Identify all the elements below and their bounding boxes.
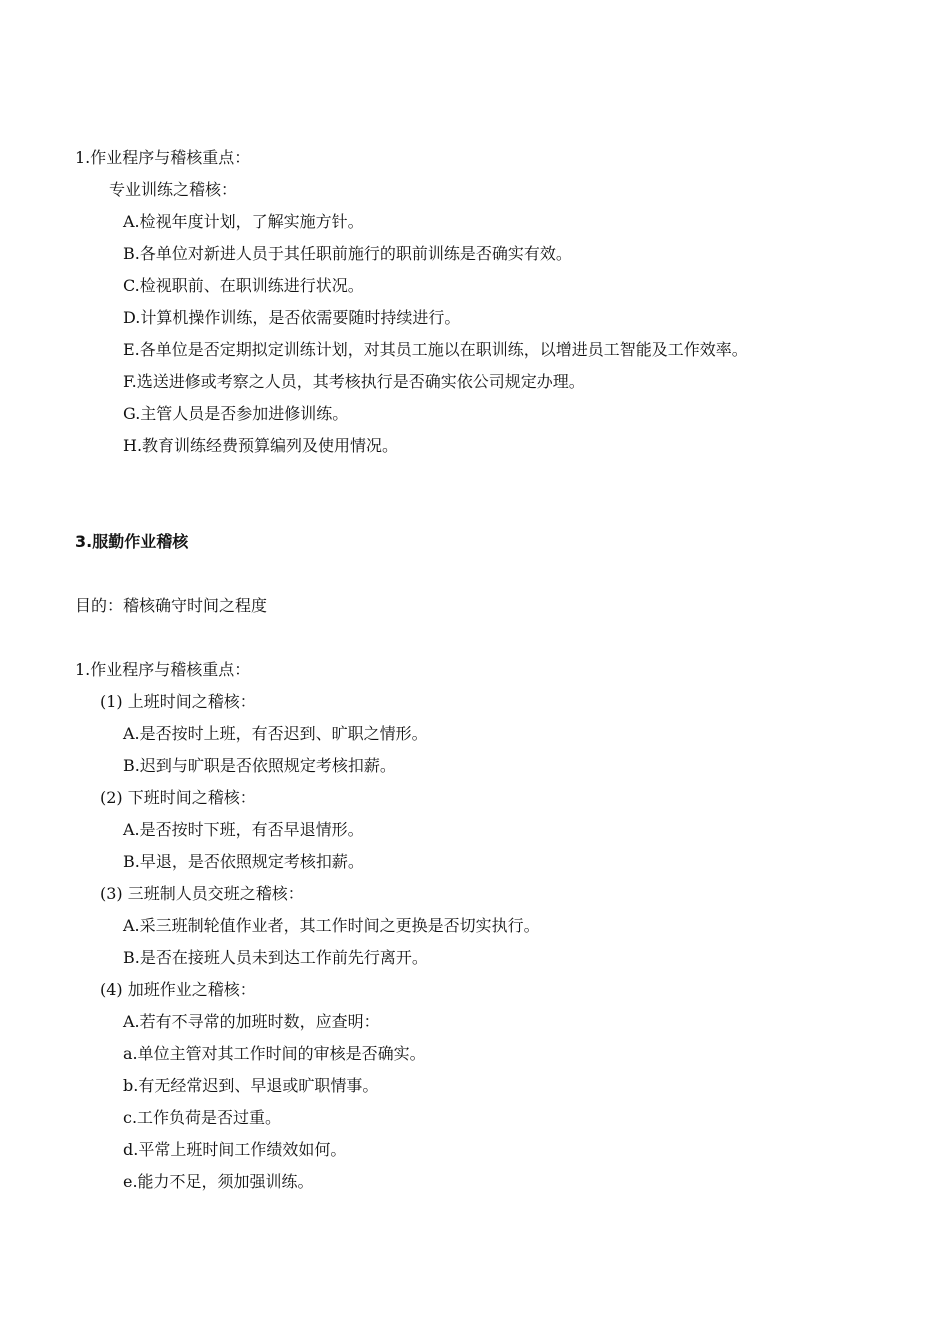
list-item: A.若有不寻常的加班时数，应查明：	[123, 1012, 380, 1031]
list-item: b.有无经常迟到、早退或旷职情事。	[123, 1076, 379, 1095]
group-label: (2) 下班时间之稽核：	[100, 788, 256, 807]
list-item: A.采三班制轮值作业者，其工作时间之更换是否切实执行。	[123, 916, 540, 935]
list-item: G.主管人员是否参加进修训练。	[123, 404, 349, 423]
list-item: a.单位主管对其工作时间的审核是否确实。	[123, 1044, 426, 1063]
list-item: d.平常上班时间工作绩效如何。	[123, 1140, 347, 1159]
list-item: e.能力不足，须加强训练。	[123, 1172, 314, 1191]
list-item: c.工作负荷是否过重。	[123, 1108, 282, 1127]
section3-purpose: 目的：稽核确守时间之程度	[75, 596, 268, 615]
section3-heading: 3.服勤作业稽核	[75, 532, 189, 551]
list-item: B.是否在接班人员未到达工作前先行离开。	[123, 948, 428, 967]
group-label: (3) 三班制人员交班之稽核：	[100, 884, 304, 903]
list-item: C.检视职前、在职训练进行状况。	[123, 276, 364, 295]
list-item: A.是否按时上班，有否迟到、旷职之情形。	[123, 724, 428, 743]
list-item: B.各单位对新进人员于其任职前施行的职前训练是否确实有效。	[123, 244, 572, 263]
list-item: H.教育训练经费预算编列及使用情况。	[123, 436, 399, 455]
list-item: B.早退，是否依照规定考核扣薪。	[123, 852, 364, 871]
group-label: (1) 上班时间之稽核：	[100, 692, 256, 711]
list-item: A.检视年度计划，了解实施方针。	[123, 212, 364, 231]
section3-title: 1.作业程序与稽核重点：	[75, 660, 251, 679]
section1-title: 1.作业程序与稽核重点：	[75, 148, 251, 167]
list-item: B.迟到与旷职是否依照规定考核扣薪。	[123, 756, 396, 775]
list-item: A.是否按时下班，有否早退情形。	[123, 820, 364, 839]
list-item: F.选送进修或考察之人员，其考核执行是否确实依公司规定办理。	[123, 372, 585, 391]
section1-subtitle: 专业训练之稽核：	[109, 180, 238, 199]
group-label: (4) 加班作业之稽核：	[100, 980, 256, 999]
list-item: D.计算机操作训练，是否依需要随时持续进行。	[123, 308, 461, 327]
list-item: E.各单位是否定期拟定训练计划，对其员工施以在职训练，以增进员工智能及工作效率。	[123, 340, 748, 359]
